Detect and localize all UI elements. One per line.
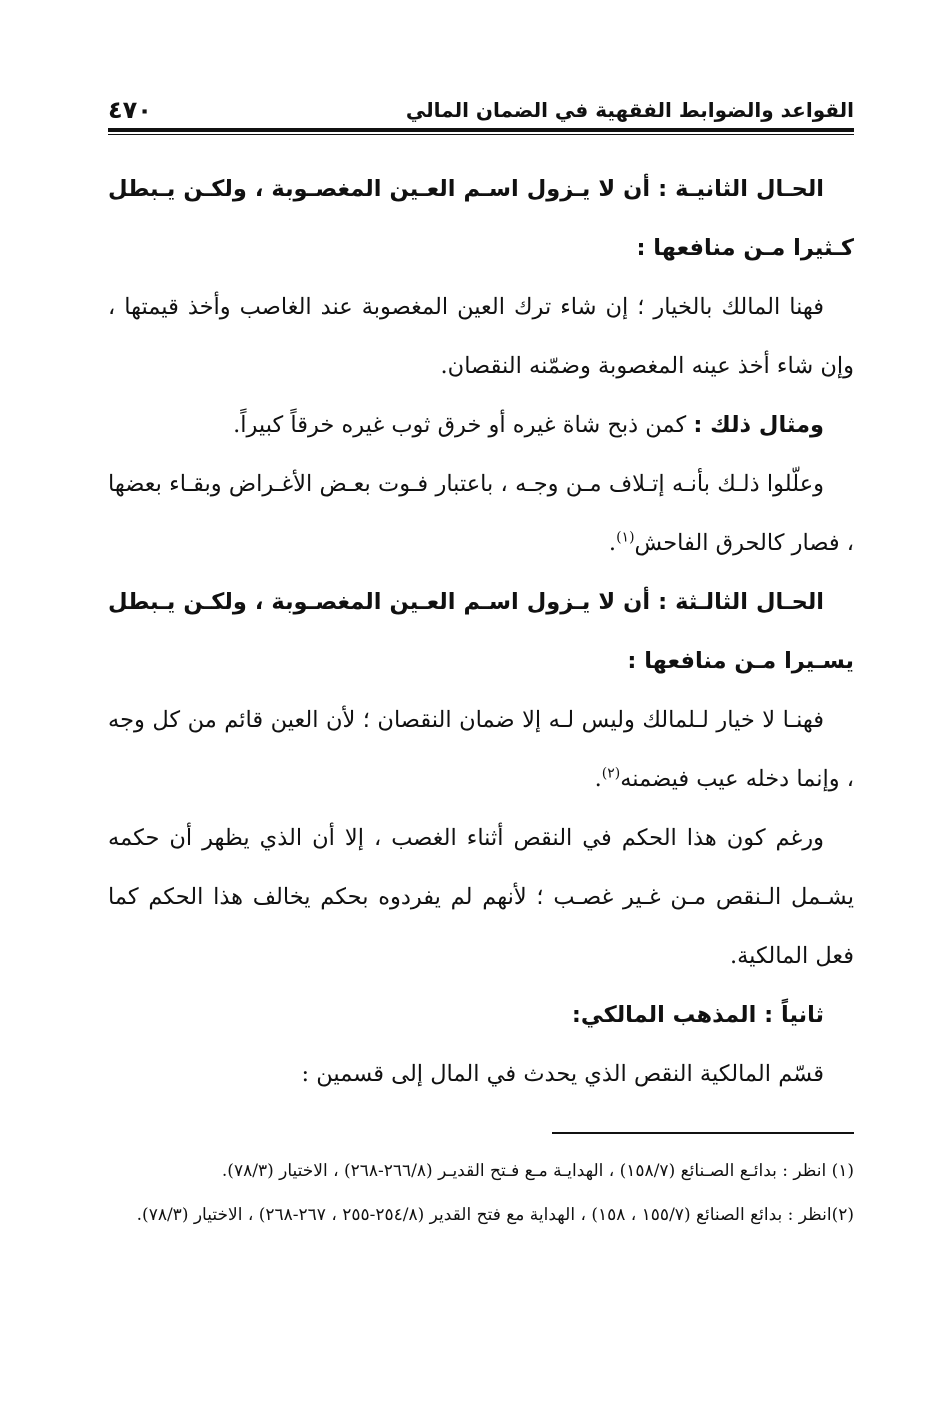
footnote-ref-1[interactable]: (١) bbox=[616, 529, 635, 546]
reasoning-end: . bbox=[608, 530, 617, 556]
case-two-label: الحـال الثانيـة : bbox=[658, 176, 824, 202]
footnotes bbox=[108, 1150, 854, 1238]
header-rule-thin bbox=[108, 134, 854, 135]
paragraph-no-choice bbox=[108, 691, 854, 809]
section-heading-maliki: ثانياً : المذهب المالكي: bbox=[571, 1002, 824, 1028]
footnote-2: (٢)انظر : بدائع الصنائع (١٥٥/٧ ، ١٥٨) ، الهداية مع فتح القدير (٢٥٤/٨-٢٥٥ ، ٢٦٧-٢٦٨) ، الاختيار (٧٨/٣). bbox=[136, 1205, 854, 1225]
reasoning-text: وعلّلوا ذلـك بأنـه إتـلاف مـن وجـه ، باعتبار فـوت بعـض الأغـراض وبقـاء بعضها ، فصار كالحرق الفاحش bbox=[108, 471, 854, 556]
paragraph-maliki-division: قسّم المالكية النقص الذي يحدث في المال إلى قسمين : bbox=[301, 1061, 824, 1087]
footnote-separator bbox=[552, 1132, 854, 1134]
page-header bbox=[108, 90, 854, 130]
paragraph-case-three bbox=[108, 573, 854, 691]
footnote-ref-2[interactable]: (٢) bbox=[601, 765, 621, 782]
header-rule-thick bbox=[108, 128, 854, 132]
paragraph-case-two bbox=[108, 160, 854, 278]
example-label: ومثال ذلك : bbox=[693, 412, 824, 438]
paragraph-example bbox=[108, 396, 854, 455]
case-two-text: أن لا يـزول اسـم العـين المغصـوبة ، ولكـن يـبطل كـثيرا مـن منافعها : bbox=[108, 176, 854, 261]
case-three-label: الحـال الثالـثة : bbox=[658, 589, 824, 615]
page-number: ٤٧٠ bbox=[108, 96, 152, 124]
paragraph-ruling: ورغم كون هذا الحكم في النقص أثناء الغصب ، إلا أن الذي يظهر أن حكمه يشـمل الـنقص مـن غـير غصـب ؛ لأنهم لم يفردوه بحكم يخالف هذا الحكم كما فعل المالكية. bbox=[108, 825, 854, 969]
main-text bbox=[108, 160, 854, 1104]
paragraph-owner-choice: فهنا المالك بالخيار ؛ إن شاء ترك العين المغصوبة عند الغاصب وأخذ قيمتها ، وإن شاء أخذ عينه المغصوبة وضمّنه النقصان. bbox=[108, 294, 854, 379]
example-text: كمن ذبح شاة غيره أو خرق ثوب غيره خرقاً كبيراً. bbox=[233, 412, 694, 438]
running-title: القواعد والضوابط الفقهية في الضمان المالي bbox=[405, 98, 854, 122]
footnote-1: (١) انظر : بدائـع الصـنائع (١٥٨/٧) ، الهدايـة مـع فـتح القديـر (٢٦٦/٨-٢٦٨) ، الاختيار (٧٨/٣). bbox=[221, 1161, 854, 1181]
no-choice-text: فهنـا لا خيار لـلمالك وليس لـه إلا ضمان النقصان ؛ لأن العين قائم من كل وجه ، وإنما دخله عيب فيضمنه bbox=[108, 707, 854, 792]
paragraph-reasoning bbox=[108, 455, 854, 573]
case-three-text: أن لا يـزول اسـم العـين المغصـوبة ، ولكـن يـبطل يسـيرا مـن منافعها : bbox=[108, 589, 854, 674]
no-choice-end: . bbox=[594, 766, 602, 792]
